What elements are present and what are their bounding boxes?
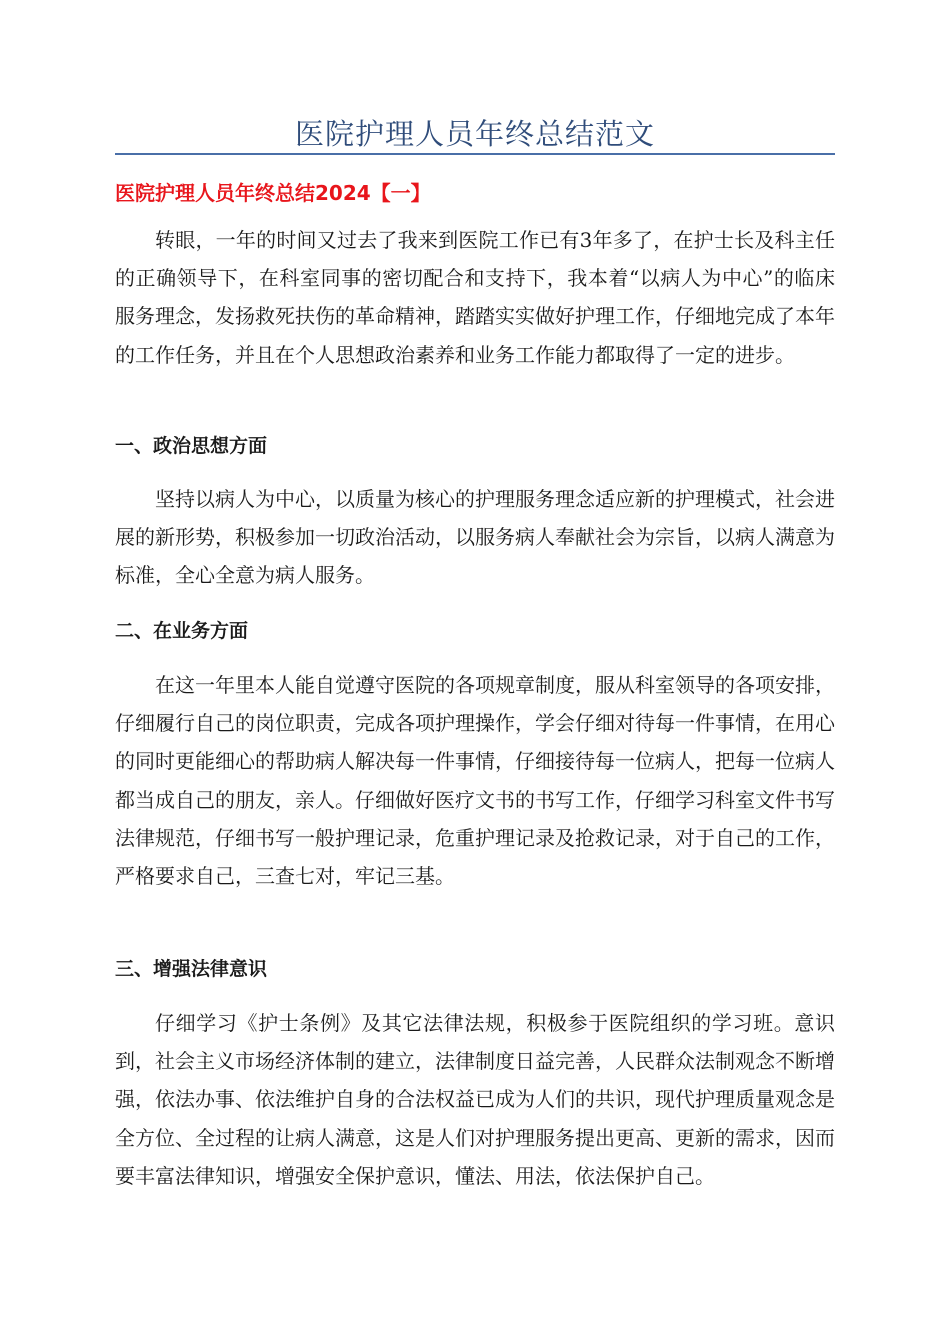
paragraph-legal-awareness: 仔细学习《护士条例》及其它法律法规，积极参于医院组织的学习班。意识到，社会主义市场经济体制的建立，法律制度日益完善，人民群众法制观念不断增强，依法办事、依法维护自身的合法权益已成为人们的共识，现代护理质量观念是全方位、全过程的让病人满意，这是人们对护理服务提出更高、更新的需求，因而要丰富法律知识，增强安全保护意识，懂法、用法，依法保护自己。 [115,1011,835,1188]
section-title: 医院护理人员年终总结2024【一】 [115,181,431,205]
heading-legal-awareness: 三、增强法律意识 [115,958,268,980]
paragraph-professional-work: 在这一年里本人能自觉遵守医院的各项规章制度，服从科室领导的各项安排，仔细履行自己的岗位职责，完成各项护理操作，学会仔细对待每一件事情，在用心的同时更能细心的帮助病人解决每一件事情，仔细接待每一位病人，把每一位病人都当成自己的朋友，亲人。仔细做好医疗文书的书写工作，仔细学习科室文件书写法律规范，仔细书写一般护理记录，危重护理记录及抢救记录，对于自己的工作，严格要求自己，三查七对，牢记三基。 [115,673,835,889]
intro-paragraph: 转眼，一年的时间又过去了我来到医院工作已有3年多了，在护士长及科主任的正确领导下，在科室同事的密切配合和支持下，我本着“以病人为中心”的临床服务理念，发扬救死扶伤的革命精神，踏踏实实做好护理工作，仔细地完成了本年的工作任务，并且在个人思想政治素养和业务工作能力都取得了一定的进步。 [115,228,835,367]
title-underline-divider [115,153,835,155]
document-title: 医院护理人员年终总结范文 [294,117,655,151]
heading-political-thought: 一、政治思想方面 [115,435,268,457]
paragraph-political-thought: 坚持以病人为中心，以质量为核心的护理服务理念适应新的护理模式，社会进展的新形势，积极参加一切政治活动，以服务病人奉献社会为宗旨，以病人满意为标准，全心全意为病人服务。 [115,487,835,588]
heading-professional-work: 二、在业务方面 [115,620,249,642]
